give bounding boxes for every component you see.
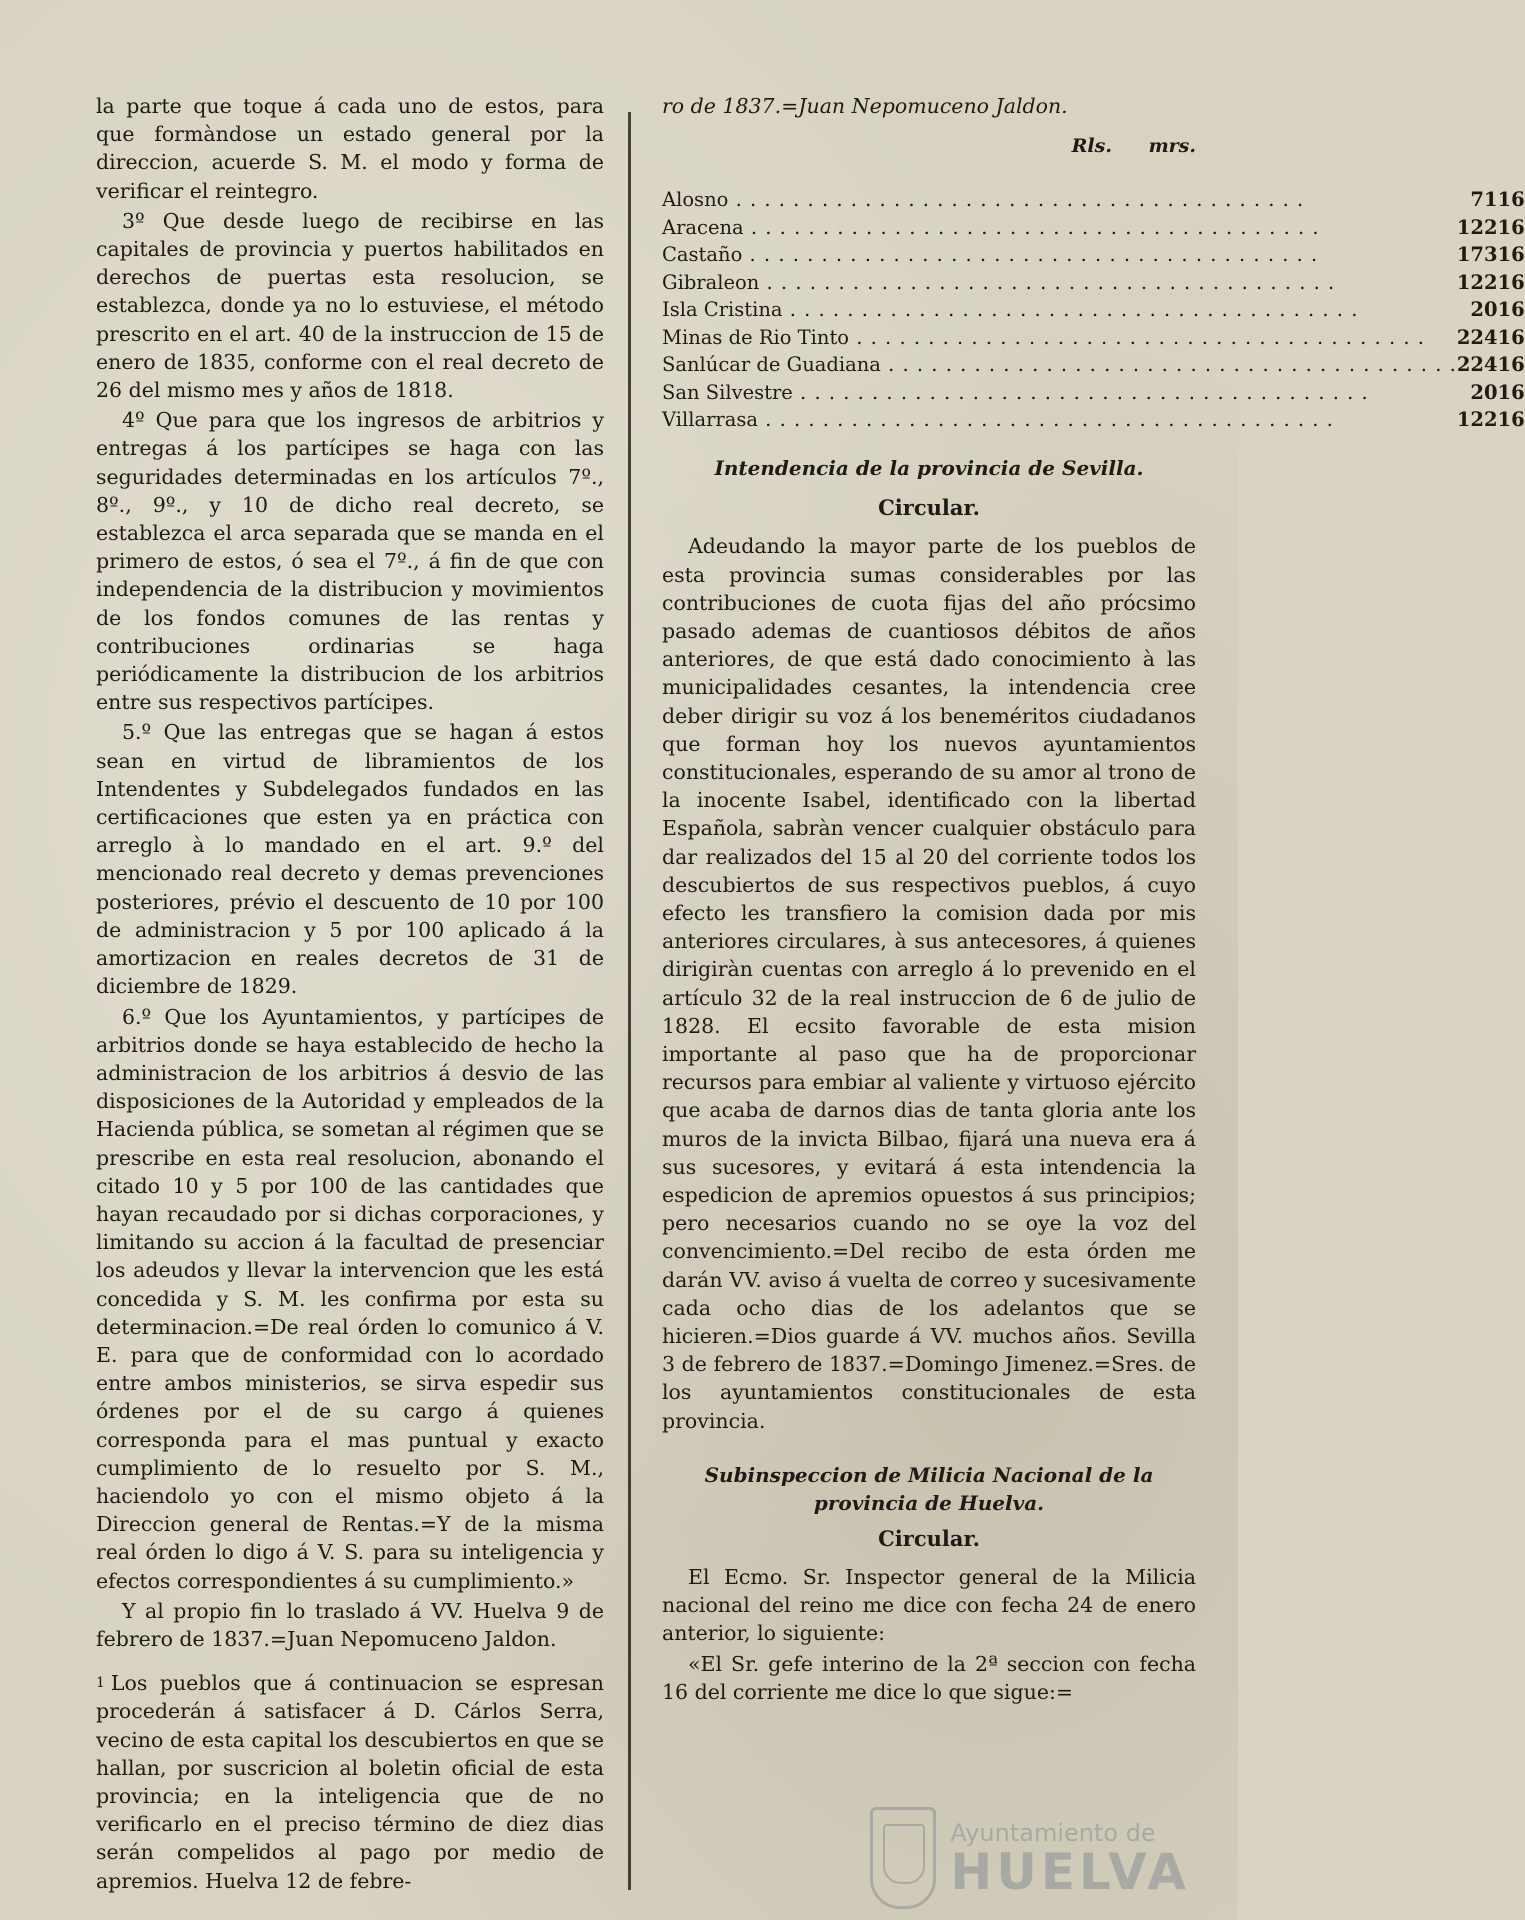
table-row [662, 214, 1525, 242]
town-name: San Silvestre . . . [662, 379, 1457, 407]
paragraph: «El Sr. gefe interino de la 2ª seccion con fecha 16 del corriente me dice lo que sigue:= [662, 1651, 1196, 1704]
town-name: Aracena . . . [662, 214, 1457, 242]
towns-table [662, 186, 1525, 434]
notice-paragraph [96, 1669, 604, 1895]
table-row [662, 379, 1525, 407]
reales-value: 173 [1456, 243, 1498, 267]
paragraph: Adeudando la mayor parte de los pueblos de esta provincia sumas considerables por las contribuciones de cuota fijas del año prócsimo pasado ademas de cuantiosos débitos de años anteriores, de que está dado conocimiento à las municipalidades cesantes, la intendencia cree deber dirigir su voz á los beneméritos ciudadanos que forman hoy los nuevos ayuntamientos constitucionales, esperando de su amor al trono de la inocente Isabel, identificado con la libertad Española, sabràn vencer cualquier obstáculo para dar realizados del 15 al 20 del corriente todos los descubiertos de sus respectivos pueblos, á cuyo efecto les transfiero la comision dada por mis anteriores circulares, à sus antecesores, á quienes dirigiràn cuentas con arreglo á lo prevenido en el artículo 32 de la real instruccion de 6 de julio de 1828. El ecsito favorable de esta mision importante al paso que ha de proporcionar recursos para embiar al valiente y virtuoso ejército que acaba de darnos dias de tanta gloria ante los muros de la invicta Bilbao, fijará una nueva era á sus sucesores, y evitará á esta intendencia la espedicion de apremios opuestos á sus principios; pero necesarios cuando no se oye la voz del convencimiento.=Del recibo de esta órden me darán VV. aviso á vuelta de correo y sucesivamente cada ocho dias de los adelantos que se hicieren.=Dios guarde á VV. muchos años. Sevilla 3 de febrero de 1837.=Domingo Jimenez.=Sres. de los ayuntamientos constitucionales de esta provincia. [662, 534, 1196, 1433]
reales-value: 122 [1456, 270, 1498, 294]
reales-value: 122 [1456, 215, 1498, 239]
town-name: Sanlúcar de Guadiana . . . [662, 351, 1457, 379]
reales-value: 71 [1470, 188, 1498, 212]
table-row [662, 351, 1525, 379]
section-subtitle: Circular. [878, 1525, 980, 1551]
paragraph: Y al propio fin lo traslado á VV. Huelva 9 de febrero de 1837.=Juan Nepomuceno Jaldon. [96, 1598, 604, 1651]
watermark-line1: Ayuntamiento de [950, 1819, 1156, 1847]
maravedis-header: mrs. [1148, 135, 1196, 158]
table-row [662, 406, 1525, 434]
column-divider [628, 112, 631, 1890]
maravedis-value: 16 [1497, 270, 1525, 294]
paragraph: la parte que toque á cada uno de estos, para que formàndose un estado general por la direccion, acuerde S. M. el modo y forma de verificar el reintegro. [96, 94, 604, 203]
watermark-line2: HUELVA [950, 1843, 1190, 1901]
town-name: Castaño . . . [662, 241, 1457, 269]
reales-value: 20 [1470, 298, 1498, 322]
town-name: Gibraleon . . . [662, 269, 1457, 297]
paragraph: 4º Que para que los ingresos de arbitrios y entregas á los partícipes se haga con las seguridades determinadas en los artículos 7º., 8º., 9º., y 10 de dicho real decreto, se establezca el arca separada que se manda en el primero de estos, ó sea el 7º., á fin de que con independencia de la distribucion y movimientos de los fondos comunes de las rentas y contribuciones ordinarias se haga periódicamente la distribucion de los arbitrios entre sus respectivos partícipes. [96, 408, 604, 715]
note-mark: 1 [96, 1675, 105, 1692]
table-row [662, 269, 1525, 297]
reales-value: 122 [1456, 408, 1498, 432]
maravedis-value: 16 [1497, 188, 1525, 212]
town-name: Isla Cristina . . . [662, 296, 1457, 324]
table-row [662, 324, 1525, 352]
paragraph: 3º Que desde luego de recibirse en las capitales de provincia y puertos habilitados en derechos de puertas esta resolucion, se establezca, donde ya no lo estuviese, el método prescrito en el art. 40 de la instruccion de 15 de enero de 1835, conforme con el real decreto de 26 del mismo mes y años de 1818. [96, 208, 604, 403]
maravedis-value: 16 [1497, 380, 1525, 404]
coat-of-arms-icon [870, 1807, 936, 1909]
reales-value: 224 [1456, 353, 1498, 377]
reales-value: 20 [1470, 380, 1498, 404]
paragraph: 6.º Que los Ayuntamientos, y partícipes de arbitrios donde se haya establecido de hecho la administracion de los arbitrios á desvio de las disposiciones de la Autoridad y empleados de la Hacienda pública, se sometan al régimen que se prescribe en esta real resolucion, abonando el citado 10 y 5 por 100 de las cantidades que hayan recaudado por si dichas corporaciones, y limitando su accion á la facultad de presenciar los adeudos y llevar la intervencion que les está concedida y S. M. les confirma por esta su determinacion.=De real órden lo comunico á V. E. para que de conformidad con lo acordado entre ambos ministerios, se sirva espedir sus órdenes por el de su cargo á quienes corresponda para el mas puntual y exacto cumplimiento de lo resuelto por S. M., haciendolo yo con el mismo objeto á la Direccion general de Rentas.=Y de la misma real órden lo digo á V. S. para su inteligencia y efectos correspondientes á su cumplimiento.» [96, 1004, 604, 1593]
section-title: Subinspeccion de Milicia Nacional de la provincia de Huelva. [704, 1462, 1154, 1515]
town-name: Villarrasa . . . [662, 406, 1457, 434]
left-column [96, 92, 604, 1893]
maravedis-value: 16 [1497, 298, 1525, 322]
continuation-line: ro de 1837.=Juan Nepomuceno Jaldon. [662, 94, 1068, 118]
reales-value: 224 [1456, 325, 1498, 349]
currency-header [662, 132, 1196, 160]
section-title: Intendencia de la provincia de Sevilla. [714, 455, 1144, 480]
section-subtitle: Circular. [878, 495, 980, 521]
maravedis-value: 16 [1497, 408, 1525, 432]
town-name: Minas de Rio Tinto . . . [662, 324, 1457, 352]
reales-header: Rls. [1071, 135, 1112, 158]
table-row [662, 296, 1525, 324]
notice-text: Los pueblos que á continuacion se espresan procederán á satisfacer á D. Cárlos Serra, vecino de esta capital los descubiertos en que se hallan, por suscricion al boletin oficial de esta provincia; en la inteligencia que de no verificarlo en el preciso término de diez dias serán compelidos al pago por medio de apremios. Huelva 12 de febre- [96, 1671, 604, 1893]
archive-watermark [870, 1808, 1190, 1908]
maravedis-value: 16 [1497, 215, 1525, 239]
paragraph: 5.º Que las entregas que se hagan á estos sean en virtud de libramientos de los Intendentes y Subdelegados fundados en las certificaciones que esten ya en práctica con arreglo à lo mandado en el art. 9.º del mencionado real decreto y demas prevenciones posteriores, prévio el descuento de 10 por 100 de administracion y 5 por 100 aplicado á la amortizacion en reales decretos de 31 de diciembre de 1829. [96, 720, 604, 999]
table-row [662, 241, 1525, 269]
maravedis-value: 16 [1497, 243, 1525, 267]
maravedis-value: 16 [1497, 353, 1525, 377]
maravedis-value: 16 [1497, 325, 1525, 349]
town-name: Alosno . . . [662, 186, 1457, 214]
right-column [662, 92, 1525, 1880]
table-row [662, 186, 1525, 214]
paragraph: El Ecmo. Sr. Inspector general de la Milicia nacional del reino me dice con fecha 24 de enero anterior, lo siguiente: [662, 1565, 1196, 1646]
